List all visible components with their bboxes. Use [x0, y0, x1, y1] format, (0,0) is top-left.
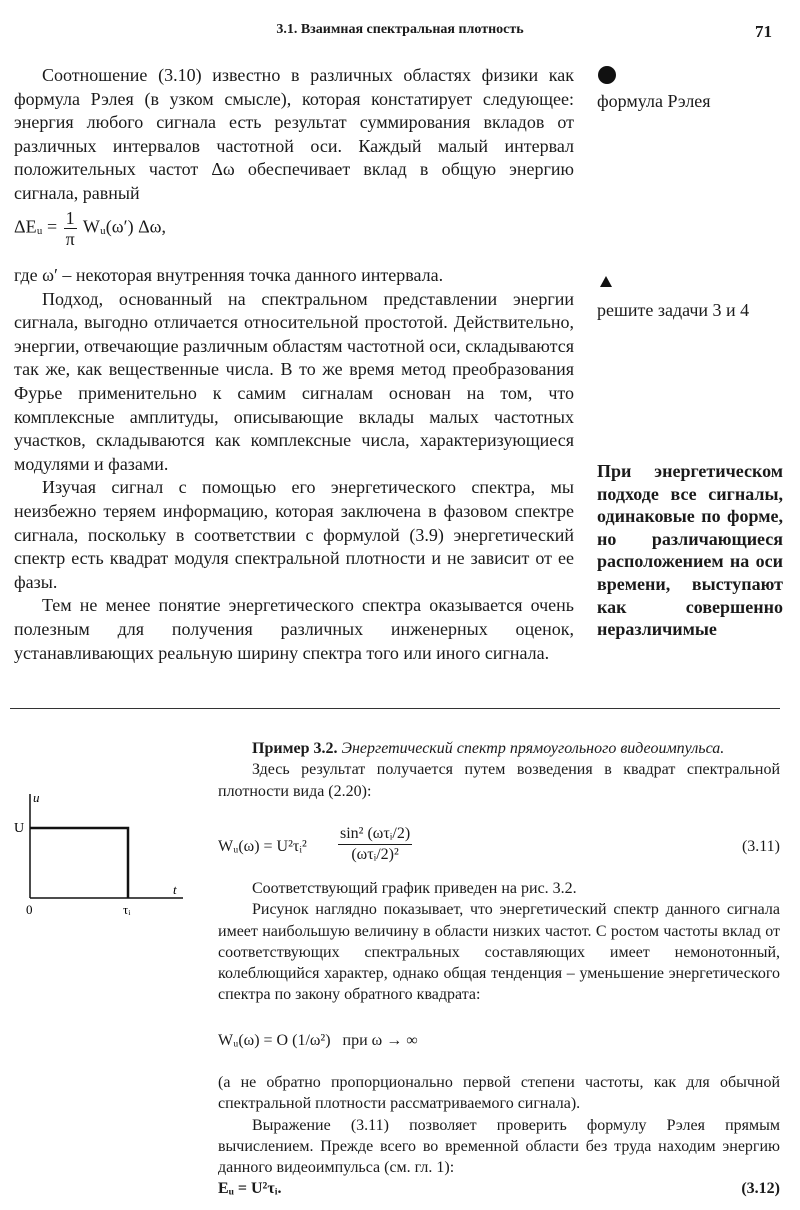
formula-3-11-denominator: (ωτᵢ/2)²: [351, 846, 399, 863]
example-title: Энергетический спектр прямоугольного видеоимпульса.: [341, 740, 725, 757]
margin-note-energetic-approach: При энергетическом подходе все сигналы, одинаковые по форме, но различающиеся расположением на оси времени, выступают как совершенно неразличимые: [597, 461, 783, 640]
rectangular-pulse-figure: [8, 786, 198, 926]
example-paragraph-1: Здесь результат получается путем возведения в квадрат спектральной плотности вида (2.20):: [218, 761, 780, 800]
formula-3-11: [218, 824, 780, 870]
formula-left: ΔEᵤ =: [14, 216, 58, 237]
tau-label: τᵢ: [123, 902, 131, 917]
example-paragraph-4: (а не обратно пропорционально первой степени частоты, как для обычной спектральной плотности рассматриваемого сигнала).: [218, 1074, 780, 1113]
amplitude-label: U: [14, 821, 25, 836]
page-number: 71: [755, 22, 772, 41]
formula-fraction: [64, 208, 77, 249]
main-text-block: [14, 264, 574, 665]
formula-asymptotic: [218, 1030, 780, 1051]
origin-label: 0: [26, 902, 33, 917]
main-paragraph-1: [14, 64, 574, 206]
pulse-outline: [30, 828, 128, 898]
formula-asymptotic-text: Wᵤ(ω) = O (1/ω²) при ω → ∞: [218, 1032, 418, 1049]
fraction-denominator: π: [65, 229, 75, 249]
formula-3-12: [218, 1178, 780, 1199]
margin-note-exercises: решите задачи 3 и 4: [597, 300, 750, 320]
formula-3-12-text: Eᵤ = U²τᵢ.: [218, 1180, 282, 1197]
formula-3-11-left: Wᵤ(ω) = U²τᵢ²: [218, 838, 307, 855]
example-paragraph-2: Соответствующий график приведен на рис. 3.2.: [252, 880, 577, 897]
example-text-block-2: [218, 1072, 780, 1178]
paragraph-approach: Подход, основанный на спектральном представлении энергии сигнала, выгодно отличается относительной простотой. Действительно, энергии, отвечающие различным областям частотной оси, складываются так же, как вещественные числа. В то же время метод преобразования Фурье применительно к самим сигналам основан на том, что комплексные амплитуды, описывающие вклады малых частотных участков, складываются как комплексные числа, характеризующиеся модулями и фазами.: [14, 288, 574, 474]
paragraph-usefulness: Тем не менее понятие энергетического спектра оказывается очень полезным для получения различных инженерных оценок, устанавливающих реальную ширину спектра того или иного сигнала.: [14, 595, 574, 663]
formula-delta-energy: [14, 208, 166, 249]
paragraph-formula-rayleigh: Соотношение (3.10) известно в различных областях физики как формула Рэлея (в узком смысле), которая констатирует следующее: энергия любого сигнала есть результат суммирования вкладов от различных интервалов частотной оси. Каждый малый интервал положительных частот Δω обеспечивает вклад в общую энергию сигнала, равный: [14, 65, 574, 203]
bullet-dot-icon: [598, 66, 616, 84]
formula-right: Wᵤ(ω′) Δω,: [82, 216, 166, 237]
section-divider: [10, 708, 780, 709]
paragraph-where: где ω′ – некоторая внутренняя точка данного интервала.: [14, 265, 444, 285]
example-paragraph-3: Рисунок наглядно показывает, что энергетический спектр данного сигнала имеет наибольшую величину в области низких частот. С ростом частоты вклад от соответствующих спектральных составляющих имеет немонотонный, колеблющийся характер, однако общая тенденция – уменьшение энергетического спектра по закону обратного квадрата:: [218, 901, 780, 1004]
example-heading: [218, 738, 780, 802]
formula-3-11-fraction: [338, 824, 412, 865]
y-axis-label: u: [33, 790, 40, 805]
triangle-marker-icon: [600, 276, 612, 287]
x-axis-label: t: [173, 882, 177, 897]
example-label: Пример 3.2.: [252, 740, 338, 757]
formula-3-11-numerator: sin² (ωτᵢ/2): [338, 824, 412, 845]
fraction-numerator: 1: [64, 208, 77, 229]
margin-note-rayleigh: формула Рэлея: [597, 91, 711, 111]
running-header: 3.1. Взаимная спектральная плотность: [276, 22, 524, 37]
equation-tag-3-12: (3.12): [741, 1180, 780, 1197]
example-paragraph-5: Выражение (3.11) позволяет проверить формулу Рэлея прямым вычислением. Прежде всего во временной области без труда находим энергию данного видеоимпульса (см. гл. 1):: [218, 1116, 780, 1177]
example-text-block: [218, 878, 780, 1006]
equation-tag-3-11: (3.11): [741, 838, 780, 855]
paragraph-phase-loss: Изучая сигнал с помощью его энергетического спектра, мы неизбежно теряем информацию, которая заключена в фазовом спектре сигнала, поскольку в соответствии с формулой (3.9) энергетический спектр есть квадрат модуля спектральной плотности и не зависит от ее фазы.: [14, 477, 574, 592]
